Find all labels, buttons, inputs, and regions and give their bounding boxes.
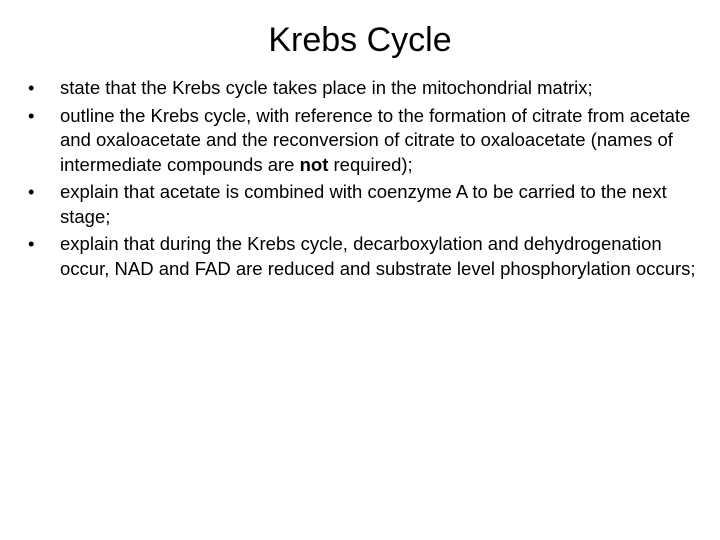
bullet-marker: • <box>28 104 35 126</box>
bullet-text: explain that during the Krebs cycle, decarboxylation and dehydrogenation occur, NAD and FAD are reduced and substrate level phosphorylation occurs; <box>60 233 696 279</box>
bullet-list <box>28 76 698 284</box>
bullet-text: outline the Krebs cycle, with reference to the formation of citrate from acetate and oxaloacetate and the reconversion of citrate to oxaloacetate (names of intermediate compounds are <box>60 104 691 175</box>
bullet-text-end: required); <box>328 153 413 175</box>
bullet-marker: • <box>28 181 35 202</box>
list-item <box>28 76 698 101</box>
bullet-marker: • <box>28 233 35 254</box>
list-item <box>28 180 698 229</box>
list-item <box>28 232 698 281</box>
bullet-text: state that the Krebs cycle takes place in the mitochondrial matrix; <box>60 77 593 98</box>
bullet-emphasis: not <box>299 153 329 175</box>
slide-title: Krebs Cycle <box>268 21 452 59</box>
bullet-marker: • <box>28 77 35 98</box>
list-item <box>28 104 698 178</box>
bullet-text: explain that acetate is combined with coenzyme A to be carried to the next stage; <box>60 181 667 227</box>
